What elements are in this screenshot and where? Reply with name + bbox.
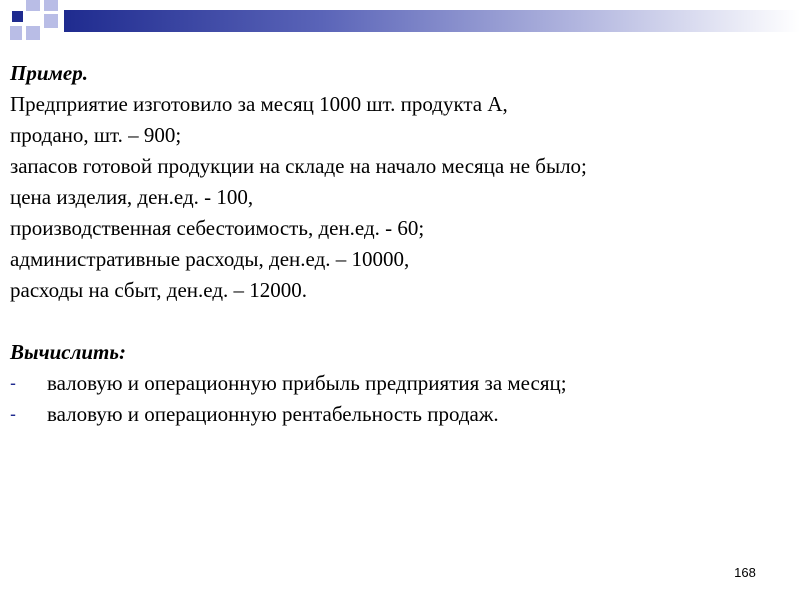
- body-line: запасов готовой продукции на складе на начало месяца не было;: [10, 154, 587, 178]
- header-decoration: [0, 0, 800, 48]
- dash-bullet-icon: -: [10, 404, 16, 424]
- task-heading: Вычислить:: [10, 340, 126, 364]
- spacer: [10, 306, 790, 337]
- page-number: 168: [734, 565, 756, 580]
- body-line: производственная себестоимость, ден.ед. - 60;: [10, 216, 425, 240]
- dash-bullet-icon: -: [10, 373, 16, 393]
- bullet-text: валовую и операционную рентабельность продаж.: [47, 402, 499, 426]
- bullet-text: валовую и операционную прибыль предприятия за месяц;: [47, 371, 567, 395]
- example-heading: Пример.: [10, 61, 88, 85]
- bullet-item: [10, 368, 790, 399]
- header-square-dark: [12, 11, 23, 22]
- slide-content: [10, 58, 790, 430]
- bullet-item: [10, 399, 790, 430]
- header-square-light: [44, 14, 58, 28]
- header-square-light: [10, 26, 22, 40]
- header-square-light: [44, 0, 58, 11]
- body-line: Предприятие изготовило за месяц 1000 шт. продукта А,: [10, 92, 508, 116]
- header-square-light: [26, 0, 40, 11]
- body-line: административные расходы, ден.ед. – 10000,: [10, 247, 410, 271]
- body-line: цена изделия, ден.ед. - 100,: [10, 185, 254, 209]
- header-square-light: [26, 26, 40, 40]
- header-gradient-bar: [64, 10, 800, 32]
- body-line: продано, шт. – 900;: [10, 123, 182, 147]
- body-line: расходы на сбыт, ден.ед. – 12000.: [10, 278, 308, 302]
